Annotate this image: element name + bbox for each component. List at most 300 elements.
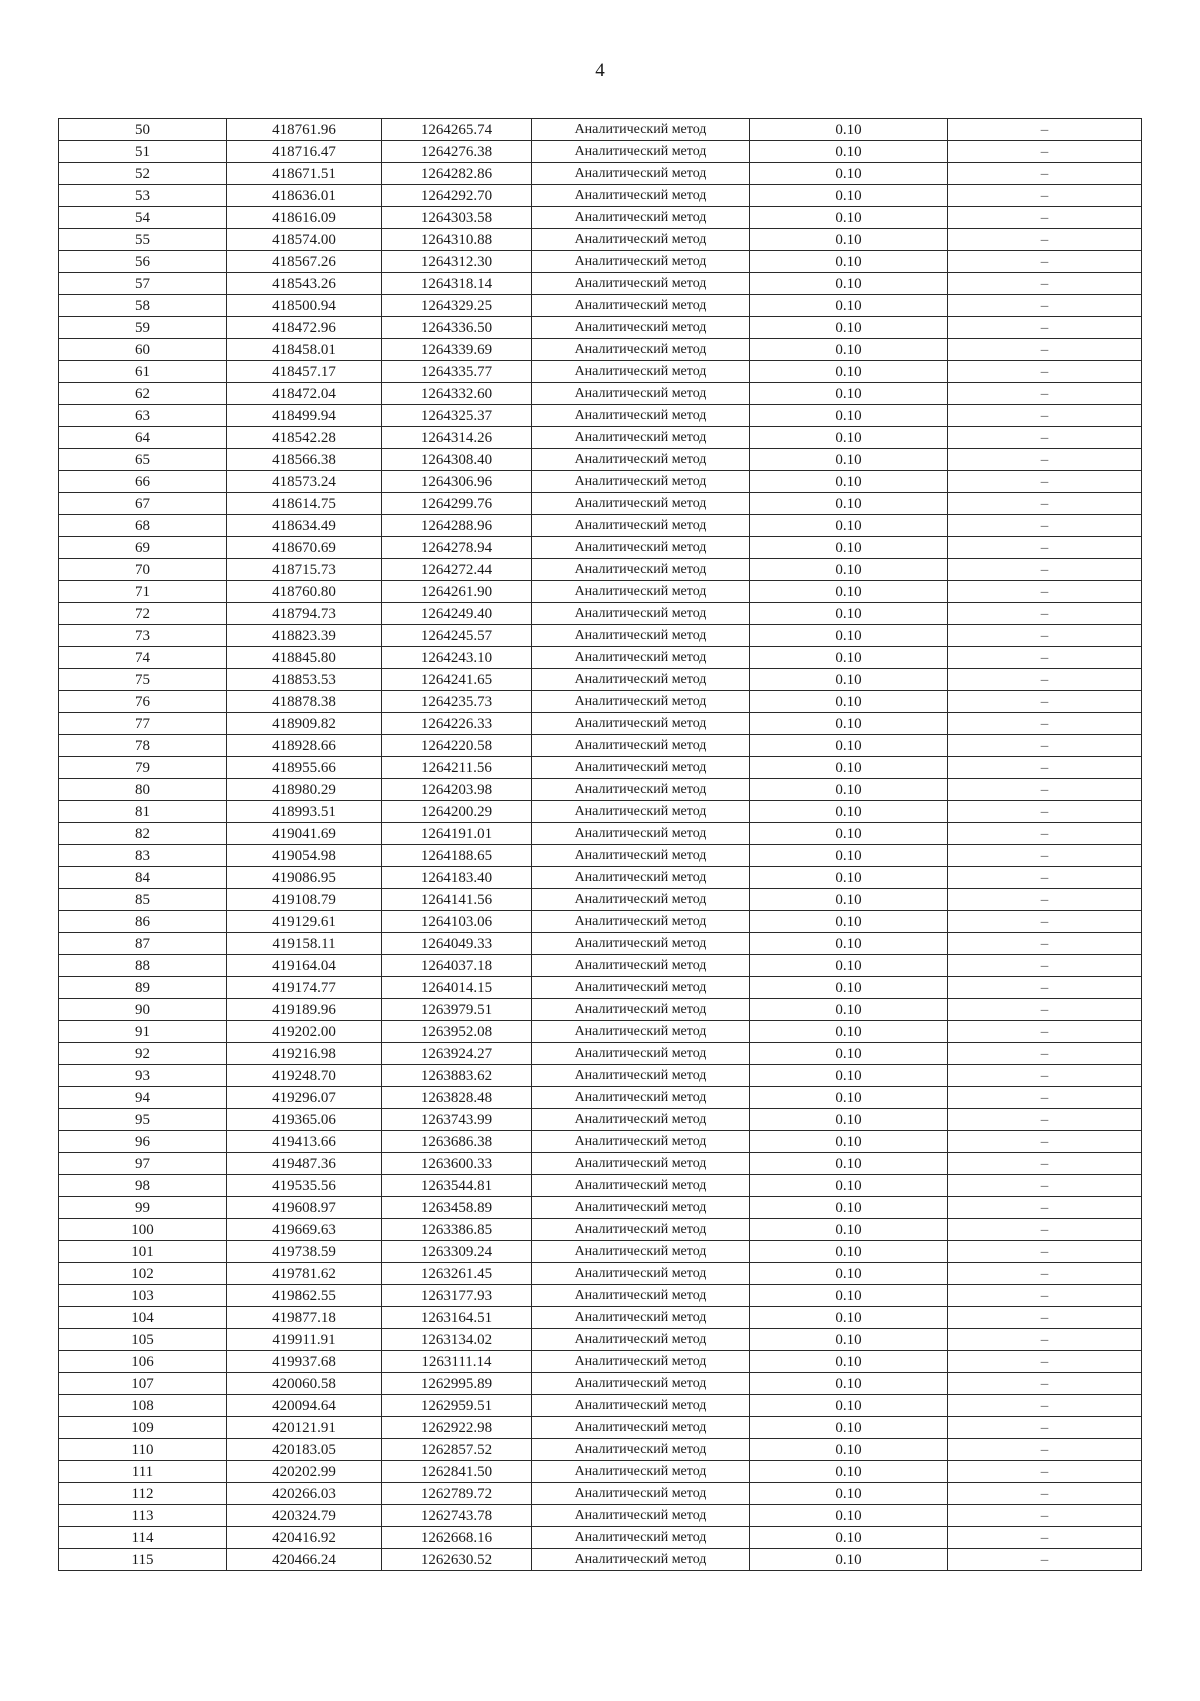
x-coordinate-cell: 419535.56 <box>227 1175 382 1197</box>
method-cell: Аналитический метод <box>532 1549 750 1571</box>
point-number-cell: 89 <box>59 977 227 999</box>
method-cell: Аналитический метод <box>532 273 750 295</box>
note-cell: – <box>948 823 1142 845</box>
point-number-cell: 110 <box>59 1439 227 1461</box>
accuracy-cell: 0.10 <box>750 911 948 933</box>
note-cell: – <box>948 1131 1142 1153</box>
y-coordinate-cell: 1264235.73 <box>382 691 532 713</box>
method-cell: Аналитический метод <box>532 295 750 317</box>
note-cell: – <box>948 801 1142 823</box>
y-coordinate-cell: 1264314.26 <box>382 427 532 449</box>
method-cell: Аналитический метод <box>532 1043 750 1065</box>
y-coordinate-cell: 1262995.89 <box>382 1373 532 1395</box>
table-row <box>59 1527 1142 1549</box>
x-coordinate-cell: 418472.04 <box>227 383 382 405</box>
note-cell: – <box>948 1527 1142 1549</box>
x-coordinate-cell: 419911.91 <box>227 1329 382 1351</box>
accuracy-cell: 0.10 <box>750 845 948 867</box>
table-row <box>59 735 1142 757</box>
accuracy-cell: 0.10 <box>750 493 948 515</box>
y-coordinate-cell: 1264183.40 <box>382 867 532 889</box>
y-coordinate-cell: 1264288.96 <box>382 515 532 537</box>
table-row <box>59 493 1142 515</box>
note-cell: – <box>948 383 1142 405</box>
note-cell: – <box>948 1087 1142 1109</box>
y-coordinate-cell: 1264276.38 <box>382 141 532 163</box>
x-coordinate-cell: 418616.09 <box>227 207 382 229</box>
point-number-cell: 103 <box>59 1285 227 1307</box>
point-number-cell: 92 <box>59 1043 227 1065</box>
note-cell: – <box>948 163 1142 185</box>
point-number-cell: 85 <box>59 889 227 911</box>
table-row <box>59 691 1142 713</box>
x-coordinate-cell: 418567.26 <box>227 251 382 273</box>
y-coordinate-cell: 1264325.37 <box>382 405 532 427</box>
accuracy-cell: 0.10 <box>750 1527 948 1549</box>
accuracy-cell: 0.10 <box>750 691 948 713</box>
accuracy-cell: 0.10 <box>750 1505 948 1527</box>
point-number-cell: 97 <box>59 1153 227 1175</box>
method-cell: Аналитический метод <box>532 977 750 999</box>
method-cell: Аналитический метод <box>532 889 750 911</box>
accuracy-cell: 0.10 <box>750 1549 948 1571</box>
y-coordinate-cell: 1264049.33 <box>382 933 532 955</box>
point-number-cell: 78 <box>59 735 227 757</box>
x-coordinate-cell: 420060.58 <box>227 1373 382 1395</box>
x-coordinate-cell: 419738.59 <box>227 1241 382 1263</box>
point-number-cell: 77 <box>59 713 227 735</box>
point-number-cell: 61 <box>59 361 227 383</box>
y-coordinate-cell: 1262959.51 <box>382 1395 532 1417</box>
table-row <box>59 295 1142 317</box>
note-cell: – <box>948 295 1142 317</box>
accuracy-cell: 0.10 <box>750 163 948 185</box>
table-row <box>59 823 1142 845</box>
point-number-cell: 58 <box>59 295 227 317</box>
x-coordinate-cell: 418634.49 <box>227 515 382 537</box>
x-coordinate-cell: 418760.80 <box>227 581 382 603</box>
note-cell: – <box>948 251 1142 273</box>
table-row <box>59 1461 1142 1483</box>
x-coordinate-cell: 418458.01 <box>227 339 382 361</box>
method-cell: Аналитический метод <box>532 207 750 229</box>
point-number-cell: 51 <box>59 141 227 163</box>
x-coordinate-cell: 419129.61 <box>227 911 382 933</box>
accuracy-cell: 0.10 <box>750 1175 948 1197</box>
x-coordinate-cell: 418499.94 <box>227 405 382 427</box>
table-row <box>59 1065 1142 1087</box>
method-cell: Аналитический метод <box>532 185 750 207</box>
table-row <box>59 163 1142 185</box>
note-cell: – <box>948 911 1142 933</box>
y-coordinate-cell: 1263686.38 <box>382 1131 532 1153</box>
y-coordinate-cell: 1264278.94 <box>382 537 532 559</box>
x-coordinate-cell: 418542.28 <box>227 427 382 449</box>
accuracy-cell: 0.10 <box>750 977 948 999</box>
y-coordinate-cell: 1263600.33 <box>382 1153 532 1175</box>
method-cell: Аналитический метод <box>532 251 750 273</box>
table-row <box>59 1021 1142 1043</box>
point-number-cell: 69 <box>59 537 227 559</box>
method-cell: Аналитический метод <box>532 603 750 625</box>
accuracy-cell: 0.10 <box>750 449 948 471</box>
x-coordinate-cell: 420466.24 <box>227 1549 382 1571</box>
table-row <box>59 1263 1142 1285</box>
y-coordinate-cell: 1264308.40 <box>382 449 532 471</box>
table-row <box>59 933 1142 955</box>
note-cell: – <box>948 1329 1142 1351</box>
table-row <box>59 581 1142 603</box>
note-cell: – <box>948 1461 1142 1483</box>
y-coordinate-cell: 1264188.65 <box>382 845 532 867</box>
y-coordinate-cell: 1264306.96 <box>382 471 532 493</box>
x-coordinate-cell: 419189.96 <box>227 999 382 1021</box>
method-cell: Аналитический метод <box>532 867 750 889</box>
coordinates-table-body <box>59 119 1142 1571</box>
method-cell: Аналитический метод <box>532 1483 750 1505</box>
point-number-cell: 82 <box>59 823 227 845</box>
accuracy-cell: 0.10 <box>750 1197 948 1219</box>
method-cell: Аналитический метод <box>532 691 750 713</box>
accuracy-cell: 0.10 <box>750 823 948 845</box>
table-row <box>59 1175 1142 1197</box>
table-row <box>59 1241 1142 1263</box>
note-cell: – <box>948 207 1142 229</box>
x-coordinate-cell: 418543.26 <box>227 273 382 295</box>
x-coordinate-cell: 418761.96 <box>227 119 382 141</box>
method-cell: Аналитический метод <box>532 1285 750 1307</box>
x-coordinate-cell: 418878.38 <box>227 691 382 713</box>
y-coordinate-cell: 1264241.65 <box>382 669 532 691</box>
x-coordinate-cell: 420324.79 <box>227 1505 382 1527</box>
point-number-cell: 107 <box>59 1373 227 1395</box>
note-cell: – <box>948 999 1142 1021</box>
point-number-cell: 65 <box>59 449 227 471</box>
table-row <box>59 779 1142 801</box>
accuracy-cell: 0.10 <box>750 735 948 757</box>
accuracy-cell: 0.10 <box>750 1241 948 1263</box>
method-cell: Аналитический метод <box>532 1505 750 1527</box>
method-cell: Аналитический метод <box>532 779 750 801</box>
accuracy-cell: 0.10 <box>750 1395 948 1417</box>
method-cell: Аналитический метод <box>532 317 750 339</box>
y-coordinate-cell: 1263544.81 <box>382 1175 532 1197</box>
note-cell: – <box>948 1483 1142 1505</box>
accuracy-cell: 0.10 <box>750 1461 948 1483</box>
x-coordinate-cell: 418671.51 <box>227 163 382 185</box>
x-coordinate-cell: 418980.29 <box>227 779 382 801</box>
x-coordinate-cell: 418457.17 <box>227 361 382 383</box>
x-coordinate-cell: 419781.62 <box>227 1263 382 1285</box>
point-number-cell: 80 <box>59 779 227 801</box>
y-coordinate-cell: 1263134.02 <box>382 1329 532 1351</box>
table-row <box>59 1417 1142 1439</box>
x-coordinate-cell: 420094.64 <box>227 1395 382 1417</box>
note-cell: – <box>948 1241 1142 1263</box>
y-coordinate-cell: 1263111.14 <box>382 1351 532 1373</box>
y-coordinate-cell: 1264220.58 <box>382 735 532 757</box>
point-number-cell: 101 <box>59 1241 227 1263</box>
table-row <box>59 1219 1142 1241</box>
point-number-cell: 106 <box>59 1351 227 1373</box>
point-number-cell: 84 <box>59 867 227 889</box>
y-coordinate-cell: 1264312.30 <box>382 251 532 273</box>
x-coordinate-cell: 419608.97 <box>227 1197 382 1219</box>
point-number-cell: 54 <box>59 207 227 229</box>
accuracy-cell: 0.10 <box>750 1417 948 1439</box>
y-coordinate-cell: 1263386.85 <box>382 1219 532 1241</box>
note-cell: – <box>948 1439 1142 1461</box>
accuracy-cell: 0.10 <box>750 757 948 779</box>
accuracy-cell: 0.10 <box>750 559 948 581</box>
table-row <box>59 999 1142 1021</box>
point-number-cell: 95 <box>59 1109 227 1131</box>
table-row <box>59 801 1142 823</box>
accuracy-cell: 0.10 <box>750 669 948 691</box>
accuracy-cell: 0.10 <box>750 955 948 977</box>
y-coordinate-cell: 1264318.14 <box>382 273 532 295</box>
x-coordinate-cell: 418670.69 <box>227 537 382 559</box>
x-coordinate-cell: 419877.18 <box>227 1307 382 1329</box>
x-coordinate-cell: 419862.55 <box>227 1285 382 1307</box>
table-row <box>59 1351 1142 1373</box>
note-cell: – <box>948 1395 1142 1417</box>
note-cell: – <box>948 779 1142 801</box>
y-coordinate-cell: 1264335.77 <box>382 361 532 383</box>
note-cell: – <box>948 757 1142 779</box>
table-row <box>59 1329 1142 1351</box>
point-number-cell: 64 <box>59 427 227 449</box>
point-number-cell: 71 <box>59 581 227 603</box>
x-coordinate-cell: 420416.92 <box>227 1527 382 1549</box>
point-number-cell: 67 <box>59 493 227 515</box>
point-number-cell: 56 <box>59 251 227 273</box>
method-cell: Аналитический метод <box>532 1131 750 1153</box>
table-row <box>59 405 1142 427</box>
method-cell: Аналитический метод <box>532 581 750 603</box>
accuracy-cell: 0.10 <box>750 603 948 625</box>
note-cell: – <box>948 141 1142 163</box>
point-number-cell: 55 <box>59 229 227 251</box>
table-row <box>59 625 1142 647</box>
y-coordinate-cell: 1264243.10 <box>382 647 532 669</box>
accuracy-cell: 0.10 <box>750 867 948 889</box>
note-cell: – <box>948 1065 1142 1087</box>
y-coordinate-cell: 1264103.06 <box>382 911 532 933</box>
y-coordinate-cell: 1264211.56 <box>382 757 532 779</box>
method-cell: Аналитический метод <box>532 1351 750 1373</box>
table-row <box>59 141 1142 163</box>
note-cell: – <box>948 1219 1142 1241</box>
y-coordinate-cell: 1263883.62 <box>382 1065 532 1087</box>
x-coordinate-cell: 419669.63 <box>227 1219 382 1241</box>
x-coordinate-cell: 418636.01 <box>227 185 382 207</box>
method-cell: Аналитический метод <box>532 1439 750 1461</box>
note-cell: – <box>948 405 1142 427</box>
x-coordinate-cell: 418500.94 <box>227 295 382 317</box>
accuracy-cell: 0.10 <box>750 1043 948 1065</box>
y-coordinate-cell: 1263164.51 <box>382 1307 532 1329</box>
accuracy-cell: 0.10 <box>750 1329 948 1351</box>
note-cell: – <box>948 713 1142 735</box>
table-row <box>59 1197 1142 1219</box>
method-cell: Аналитический метод <box>532 823 750 845</box>
method-cell: Аналитический метод <box>532 141 750 163</box>
x-coordinate-cell: 418993.51 <box>227 801 382 823</box>
note-cell: – <box>948 933 1142 955</box>
y-coordinate-cell: 1263924.27 <box>382 1043 532 1065</box>
note-cell: – <box>948 691 1142 713</box>
method-cell: Аналитический метод <box>532 1307 750 1329</box>
x-coordinate-cell: 418566.38 <box>227 449 382 471</box>
point-number-cell: 75 <box>59 669 227 691</box>
x-coordinate-cell: 418853.53 <box>227 669 382 691</box>
table-row <box>59 955 1142 977</box>
method-cell: Аналитический метод <box>532 1395 750 1417</box>
point-number-cell: 62 <box>59 383 227 405</box>
table-row <box>59 603 1142 625</box>
point-number-cell: 105 <box>59 1329 227 1351</box>
accuracy-cell: 0.10 <box>750 1439 948 1461</box>
note-cell: – <box>948 361 1142 383</box>
y-coordinate-cell: 1262841.50 <box>382 1461 532 1483</box>
method-cell: Аналитический метод <box>532 537 750 559</box>
note-cell: – <box>948 427 1142 449</box>
point-number-cell: 72 <box>59 603 227 625</box>
accuracy-cell: 0.10 <box>750 1219 948 1241</box>
note-cell: – <box>948 1197 1142 1219</box>
x-coordinate-cell: 419937.68 <box>227 1351 382 1373</box>
accuracy-cell: 0.10 <box>750 581 948 603</box>
x-coordinate-cell: 419041.69 <box>227 823 382 845</box>
accuracy-cell: 0.10 <box>750 1285 948 1307</box>
method-cell: Аналитический метод <box>532 1065 750 1087</box>
accuracy-cell: 0.10 <box>750 933 948 955</box>
accuracy-cell: 0.10 <box>750 999 948 1021</box>
point-number-cell: 91 <box>59 1021 227 1043</box>
point-number-cell: 70 <box>59 559 227 581</box>
note-cell: – <box>948 119 1142 141</box>
point-number-cell: 102 <box>59 1263 227 1285</box>
y-coordinate-cell: 1264203.98 <box>382 779 532 801</box>
method-cell: Аналитический метод <box>532 471 750 493</box>
note-cell: – <box>948 845 1142 867</box>
method-cell: Аналитический метод <box>532 1527 750 1549</box>
accuracy-cell: 0.10 <box>750 339 948 361</box>
y-coordinate-cell: 1264261.90 <box>382 581 532 603</box>
table-row <box>59 119 1142 141</box>
note-cell: – <box>948 1109 1142 1131</box>
method-cell: Аналитический метод <box>532 1263 750 1285</box>
method-cell: Аналитический метод <box>532 1153 750 1175</box>
point-number-cell: 59 <box>59 317 227 339</box>
method-cell: Аналитический метод <box>532 933 750 955</box>
note-cell: – <box>948 581 1142 603</box>
table-row <box>59 207 1142 229</box>
point-number-cell: 114 <box>59 1527 227 1549</box>
table-row <box>59 251 1142 273</box>
point-number-cell: 53 <box>59 185 227 207</box>
table-row <box>59 427 1142 449</box>
method-cell: Аналитический метод <box>532 647 750 669</box>
table-row <box>59 383 1142 405</box>
accuracy-cell: 0.10 <box>750 1021 948 1043</box>
table-row <box>59 185 1142 207</box>
method-cell: Аналитический метод <box>532 119 750 141</box>
y-coordinate-cell: 1264191.01 <box>382 823 532 845</box>
point-number-cell: 63 <box>59 405 227 427</box>
method-cell: Аналитический метод <box>532 229 750 251</box>
point-number-cell: 108 <box>59 1395 227 1417</box>
y-coordinate-cell: 1262743.78 <box>382 1505 532 1527</box>
point-number-cell: 79 <box>59 757 227 779</box>
table-row <box>59 537 1142 559</box>
method-cell: Аналитический метод <box>532 713 750 735</box>
method-cell: Аналитический метод <box>532 163 750 185</box>
method-cell: Аналитический метод <box>532 493 750 515</box>
point-number-cell: 52 <box>59 163 227 185</box>
y-coordinate-cell: 1262630.52 <box>382 1549 532 1571</box>
point-number-cell: 94 <box>59 1087 227 1109</box>
table-row <box>59 713 1142 735</box>
y-coordinate-cell: 1264282.86 <box>382 163 532 185</box>
method-cell: Аналитический метод <box>532 449 750 471</box>
table-row <box>59 361 1142 383</box>
table-row <box>59 449 1142 471</box>
note-cell: – <box>948 493 1142 515</box>
coordinates-table <box>58 118 1142 1571</box>
accuracy-cell: 0.10 <box>750 141 948 163</box>
y-coordinate-cell: 1264265.74 <box>382 119 532 141</box>
x-coordinate-cell: 419054.98 <box>227 845 382 867</box>
x-coordinate-cell: 419086.95 <box>227 867 382 889</box>
x-coordinate-cell: 419296.07 <box>227 1087 382 1109</box>
note-cell: – <box>948 559 1142 581</box>
x-coordinate-cell: 418928.66 <box>227 735 382 757</box>
point-number-cell: 93 <box>59 1065 227 1087</box>
x-coordinate-cell: 418715.73 <box>227 559 382 581</box>
accuracy-cell: 0.10 <box>750 625 948 647</box>
x-coordinate-cell: 419248.70 <box>227 1065 382 1087</box>
note-cell: – <box>948 1549 1142 1571</box>
point-number-cell: 66 <box>59 471 227 493</box>
point-number-cell: 60 <box>59 339 227 361</box>
x-coordinate-cell: 419174.77 <box>227 977 382 999</box>
point-number-cell: 109 <box>59 1417 227 1439</box>
point-number-cell: 87 <box>59 933 227 955</box>
note-cell: – <box>948 185 1142 207</box>
accuracy-cell: 0.10 <box>750 889 948 911</box>
note-cell: – <box>948 537 1142 559</box>
note-cell: – <box>948 1285 1142 1307</box>
method-cell: Аналитический метод <box>532 1461 750 1483</box>
point-number-cell: 81 <box>59 801 227 823</box>
note-cell: – <box>948 449 1142 471</box>
method-cell: Аналитический метод <box>532 1241 750 1263</box>
method-cell: Аналитический метод <box>532 625 750 647</box>
accuracy-cell: 0.10 <box>750 515 948 537</box>
accuracy-cell: 0.10 <box>750 1483 948 1505</box>
table-row <box>59 1109 1142 1131</box>
note-cell: – <box>948 669 1142 691</box>
point-number-cell: 83 <box>59 845 227 867</box>
accuracy-cell: 0.10 <box>750 1087 948 1109</box>
accuracy-cell: 0.10 <box>750 427 948 449</box>
method-cell: Аналитический метод <box>532 559 750 581</box>
accuracy-cell: 0.10 <box>750 383 948 405</box>
note-cell: – <box>948 603 1142 625</box>
x-coordinate-cell: 420266.03 <box>227 1483 382 1505</box>
